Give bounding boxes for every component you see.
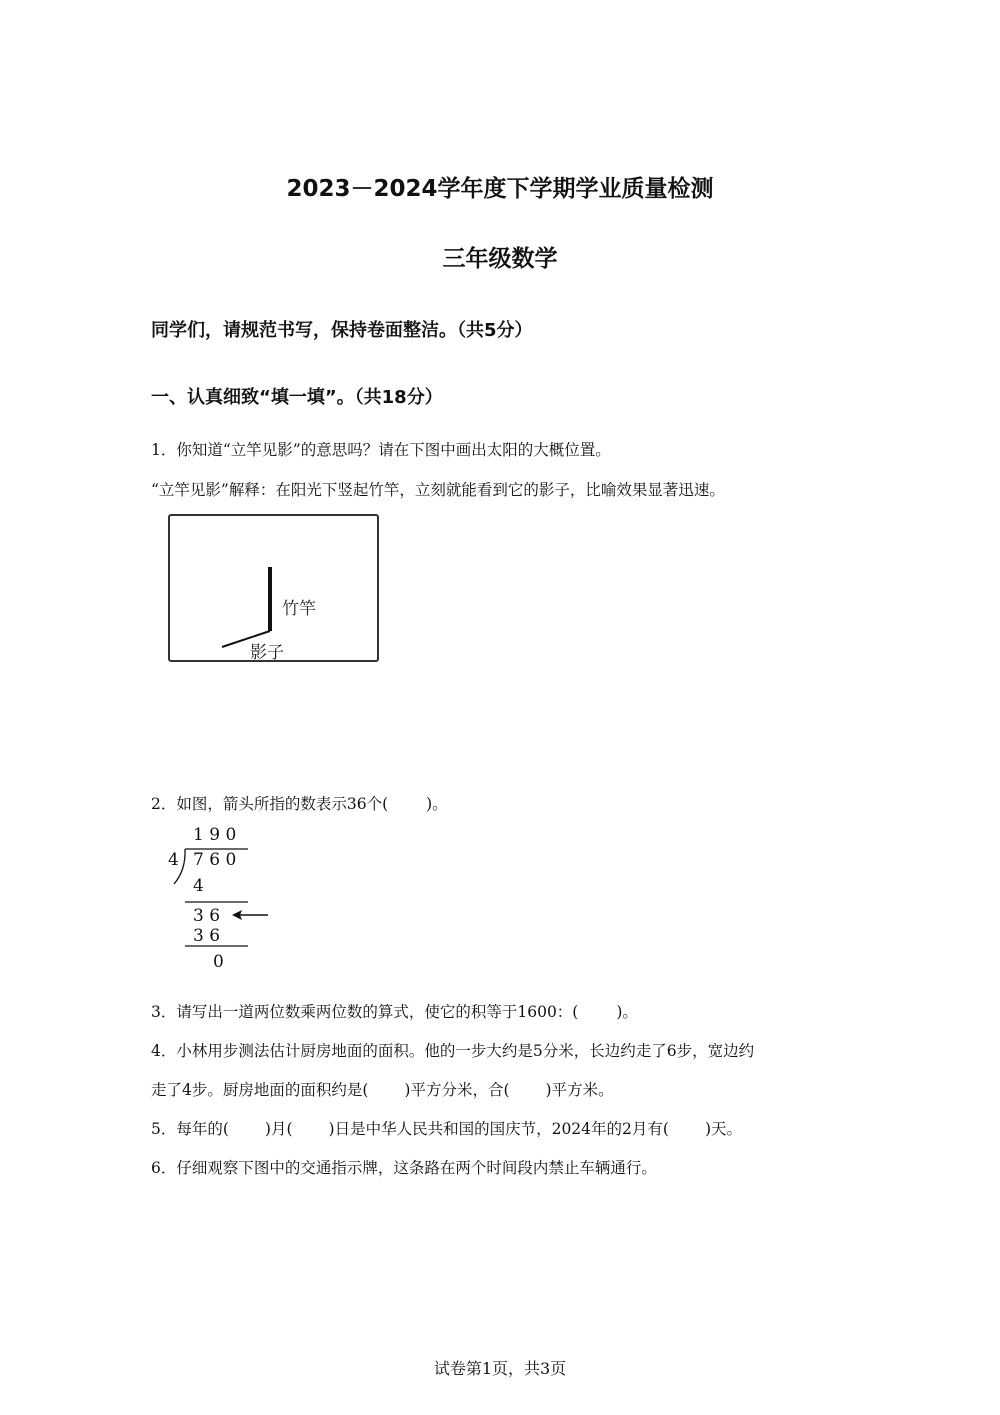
question-5-part-c: )日是中华人民共和国的国庆节，2024年的2月有( [328, 1120, 669, 1138]
question-3-text [151, 1000, 638, 1022]
question-1-text: 1．你知道“立竿见影”的意思吗？请在下图中画出太阳的大概位置。 [151, 441, 611, 459]
step-3: 3 6 [193, 926, 221, 946]
question-5-part-d: )天。 [704, 1120, 742, 1138]
step-1: 4 [193, 876, 204, 896]
question-4-line-1: 4．小林用步测法估计厨房地面的面积。他的一步大约是5分米，长边约走了6步，宽边约 [151, 1042, 755, 1060]
question-4-line-2 [151, 1078, 614, 1100]
question-2-text [151, 792, 448, 814]
question-4-part-b: )平方分米，合( [404, 1081, 510, 1099]
step-2-arrowed: 3 6 [193, 906, 221, 926]
question-3-suffix: )。 [616, 1003, 638, 1021]
remainder: 0 [213, 952, 224, 972]
question-1-explanation: “立竿见影”解释：在阳光下竖起竹竿，立刻就能看到它的影子，比喻效果显著迅速。 [151, 481, 725, 499]
exam-title: 2023－2024学年度下学期学业质量检测 [286, 176, 714, 202]
pole-label: 竹竿 [282, 599, 316, 618]
question-2-suffix: )。 [426, 795, 448, 813]
exam-subtitle: 三年级数学 [442, 246, 558, 272]
question-5-part-a: 5．每年的( [151, 1120, 229, 1138]
question-4-part-a: 走了4步。厨房地面的面积约是( [151, 1081, 369, 1099]
question-3-prefix: 3．请写出一道两位数乘两位数的算式，使它的积等于1600：( [151, 1003, 579, 1021]
question-5-part-b: )月( [264, 1120, 293, 1138]
pole-shadow-figure[interactable] [168, 514, 379, 662]
question-2-prefix: 2．如图，箭头所指的数表示36个( [151, 795, 389, 813]
quotient: 1 9 0 [193, 825, 237, 845]
divisor: 4 [168, 850, 179, 870]
page-footer: 试卷第1页，共3页 [433, 1359, 567, 1378]
dividend: 7 6 0 [193, 850, 237, 870]
section-heading: 一、认真细致“填一填”。（共18分） [151, 387, 443, 408]
long-division [160, 822, 280, 977]
question-5-text [151, 1117, 742, 1139]
question-4-part-c: )平方米。 [545, 1081, 614, 1099]
shadow-label: 影子 [250, 643, 284, 662]
question-6-text: 6．仔细观察下图中的交通指示牌，这条路在两个时间段内禁止车辆通行。 [151, 1159, 657, 1177]
notice: 同学们，请规范书写，保持卷面整洁。（共5分） [151, 320, 533, 341]
